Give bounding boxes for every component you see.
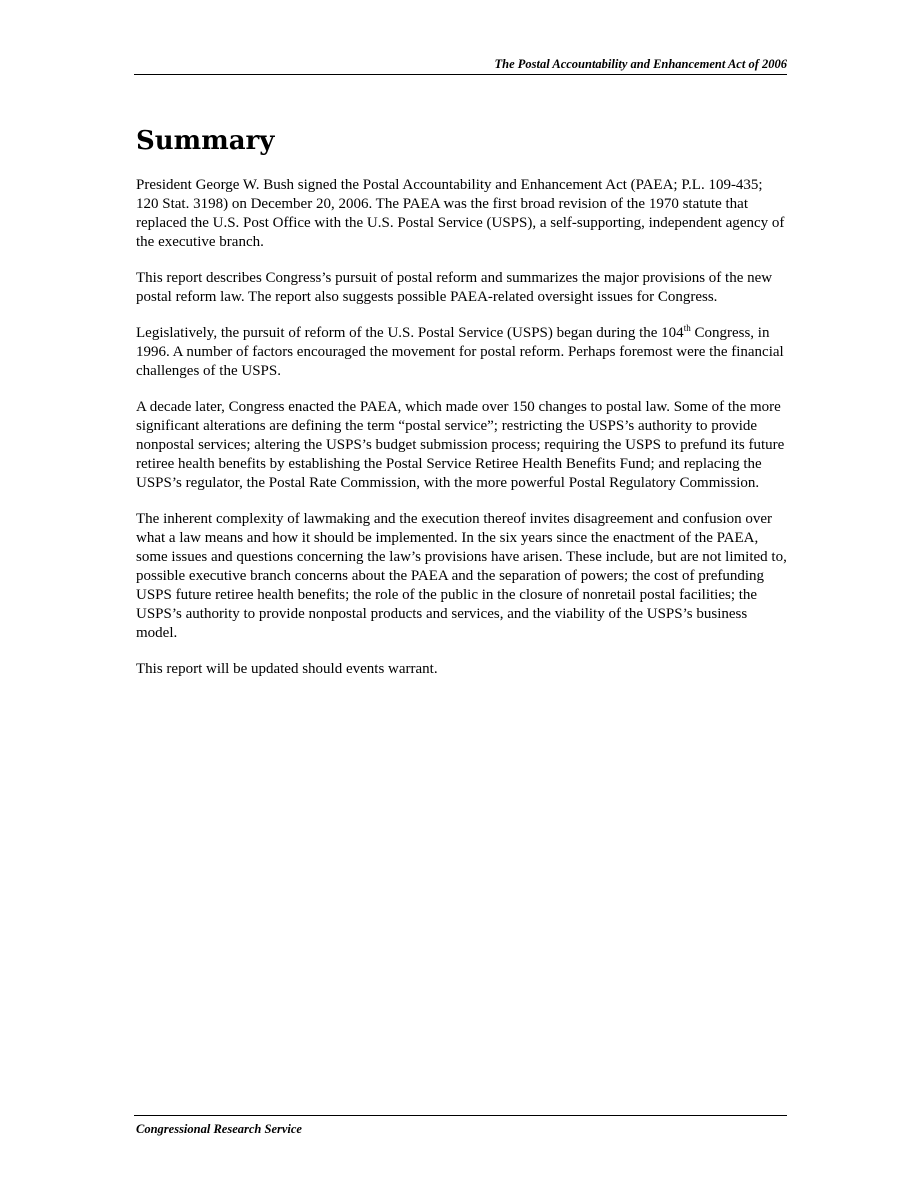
running-footer: [136, 1121, 302, 1137]
paragraph-reform-history: [136, 324, 788, 381]
running-header: [134, 56, 787, 75]
running-header-title: The Postal Accountability and Enhancement Act of 2006: [494, 57, 787, 71]
paragraph-reform-history-end: Congress, in 1996. A number of factors encouraged the movement for postal reform. Perhaps foremost were the financial challenges of the USPS.: [136, 325, 784, 379]
footer-organization: Congressional Research Service: [136, 1122, 302, 1136]
paragraph-paea-changes: A decade later, Congress enacted the PAEA, which made over 150 changes to postal law. Some of the more significant alterations are defining the term “postal service”; restricting the USPS’s authority to provide nonpostal services; altering the USPS’s budget submission process; requiring the USPS to prefund its future retiree health benefits by establishing the Postal Service Retiree Health Benefits Fund; and replacing the USPS’s regulator, the Postal Rate Commission, with the more powerful Postal Regulatory Commission.: [136, 399, 785, 491]
page-title: Summary: [136, 126, 275, 156]
summary-body: [136, 176, 788, 696]
footer-rule: [134, 1115, 787, 1116]
ordinal-superscript: th: [683, 323, 691, 333]
paragraph-reform-history-start: Legislatively, the pursuit of reform of the U.S. Postal Service (USPS) began during the 104: [136, 325, 684, 341]
paragraph-paea-signing: President George W. Bush signed the Postal Accountability and Enhancement Act (PAEA; P.L. 109-435; 120 Stat. 3198) on December 20, 2006. The PAEA was the first broad revision of the 1970 statute that replaced the U.S. Post Office with the U.S. Postal Service (USPS), a self-supporting, independent agency of the executive branch.: [136, 177, 785, 250]
paragraph-oversight-issues: The inherent complexity of lawmaking and the execution thereof invites disagreement and confusion over what a law means and how it should be implemented. In the six years since the enactment of the PAEA, some issues and questions concerning the law’s provisions have arisen. These include, but are not limited to, possible executive branch concerns about the PAEA and the separation of powers; the cost of prefunding USPS future retiree health benefits; the role of the public in the closure of nonretail postal facilities; the USPS’s authority to provide nonpostal products and services, and the viability of the USPS’s business model.: [136, 511, 787, 641]
paragraph-report-scope: This report describes Congress’s pursuit of postal reform and summarizes the major provisions of the new postal reform law. The report also suggests possible PAEA-related oversight issues for Congress.: [136, 270, 773, 305]
paragraph-update-note: This report will be updated should events warrant.: [136, 661, 438, 677]
